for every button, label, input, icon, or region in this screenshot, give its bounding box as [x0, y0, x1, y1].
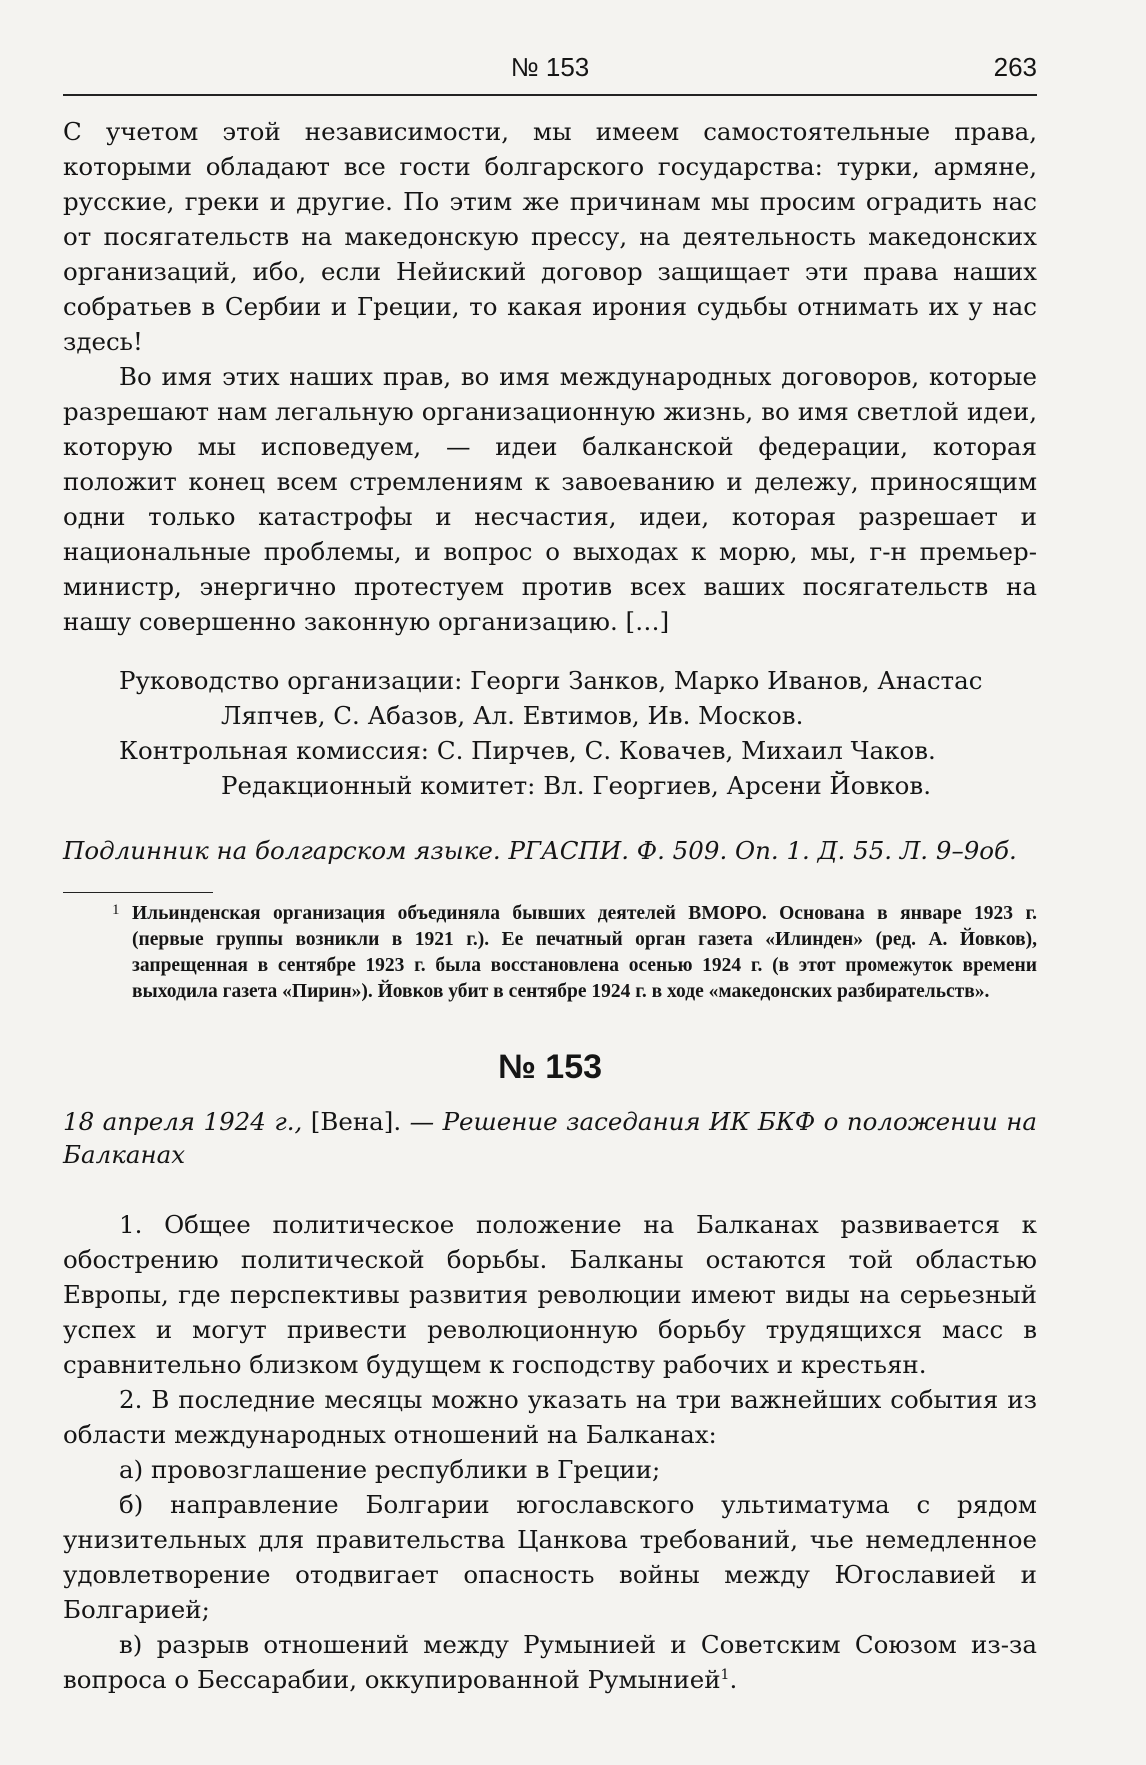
document-date: 18 апреля 1924 г., [63, 1107, 303, 1136]
document-title-text: — Решение заседания ИК БКФ о положении на Балканах [63, 1107, 1037, 1169]
header-rule [63, 94, 1037, 96]
signature-line-3: Контрольная комиссия: С. Пирчев, С. Ковачев, Михаил Чаков. [119, 736, 936, 765]
list-item-c-text: в) разрыв отношений между Румынией и Советским Союзом из-за вопроса о Бессарабии, оккупированной Румынией [63, 1630, 1037, 1694]
list-item-a: а) провозглашение республики в Греции; [119, 1455, 661, 1484]
paragraph-protest: Во имя этих наших прав, во имя международных договоров, которые разрешают нам легальную организационную жизнь, во имя светлой идеи, которую мы исповедуем, — идеи балканской федерации, которая положит конец всем стремлениям к завоеванию и дележу, приносящим одни только катастрофы и несчастия, идеи, которая разрешает и национальные проблемы, и вопрос о выходах к морю, мы, г-н премьер-министр, энергично протестуем против всех ваших посягательств на нашу совершенно законную организацию. […] [63, 362, 1037, 636]
archival-source: Подлинник на болгарском языке. РГАСПИ. Ф. 509. Оп. 1. Д. 55. Л. 9–9об. [63, 836, 1017, 865]
signature-block [63, 663, 1037, 803]
footnote [63, 901, 1037, 1005]
document-body [63, 1207, 1037, 1697]
footnote-reference: 1 [720, 1666, 730, 1683]
paragraph-1: 1. Общее политическое положение на Балканах развивается к обострению политической борьбы. Балканы остаются той областью Европы, где перспективы развития революции имеют виды на серьезный успех и могут привести революционную борьбу трудящихся масс в сравнительно близком будущем к господству рабочих и крестьян. [63, 1210, 1037, 1379]
header-doc-number: № 153 [510, 52, 590, 82]
list-item-b: б) направление Болгарии югославского ультиматума с рядом унизительных для правительства Цанкова требований, чье немедленное удовлетворение отодвигает опасность войны между Югославией и Болгарией; [63, 1490, 1037, 1624]
paragraph-2: 2. В последние месяцы можно указать на три важнейших события из области международных отношений на Балканах: [63, 1385, 1037, 1449]
signature-line-2: Ляпчев, С. Абазов, Ал. Евтимов, Ив. Москов. [221, 701, 804, 730]
footnote-text: Ильинденская организация объединяла бывших деятелей ВМОРО. Основана в январе 1923 г. (первые группы возникли в 1921 г.). Ее печатный орган газета «Илинден» (ред. А. Йовков), запрещенная в сентябре 1923 г. была восстановлена осенью 1924 г. (в этот промежуток времени выходила газета «Пирин»). Йовков убит в сентябре 1924 г. в ходе «македонских разбирательств». [132, 903, 1037, 1002]
signature-line-1: Руководство организации: Георги Занков, Марко Иванов, Анастас [119, 666, 983, 695]
document-number-heading: № 153 [497, 1048, 603, 1086]
list-item-c-end: . [729, 1665, 738, 1694]
document-place: [Вена]. [310, 1107, 402, 1136]
document-title [63, 1105, 1037, 1171]
running-header [63, 52, 1037, 96]
page-body [63, 114, 1037, 1697]
paragraph-continued: С учетом этой независимости, мы имеем самостоятельные права, которыми обладают все гости болгарского государства: турки, армяне, русские, греки и другие. По этим же причинам мы просим оградить нас от посягательств на македонскую прессу, на деятельность македонских организаций, ибо, если Нейиский договор защищает эти права наших собратьев в Сербии и Греции, то какая ирония судьбы отнимать их у нас здесь! [63, 117, 1037, 356]
signature-line-4: Редакционный комитет: Вл. Георгиев, Арсени Йовков. [221, 771, 931, 800]
footnote-mark: 1 [112, 902, 120, 918]
page-number: 263 [993, 52, 1037, 82]
footnote-rule [63, 892, 213, 893]
list-item-c [63, 1627, 1037, 1697]
